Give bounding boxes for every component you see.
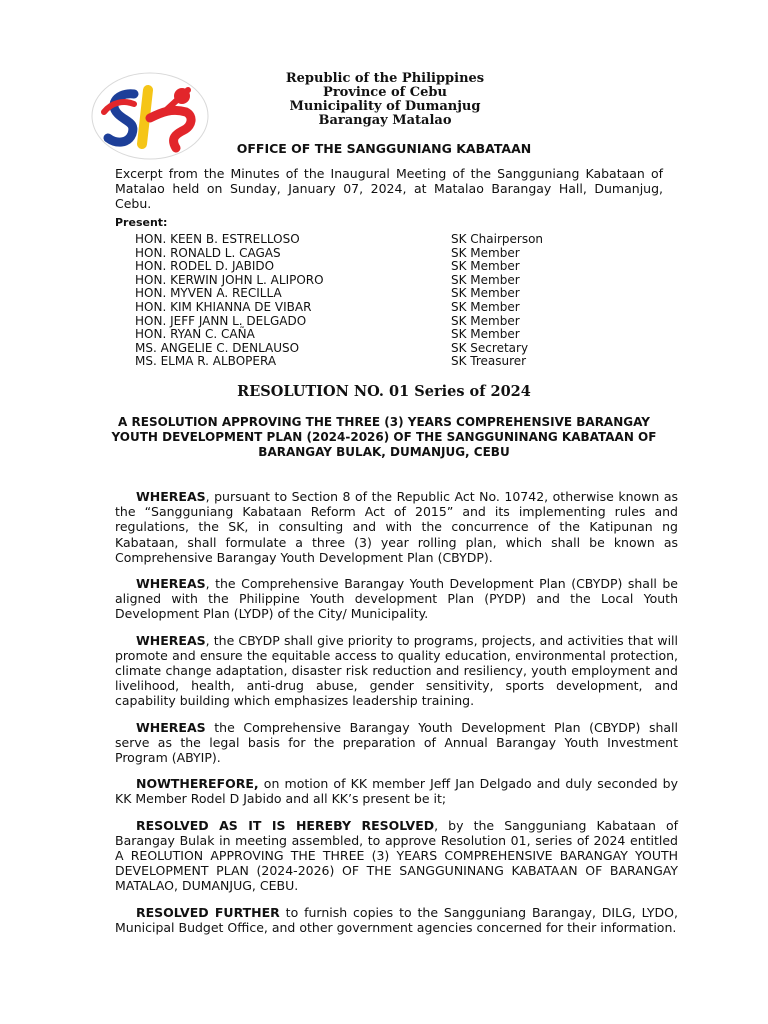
attendee-role: SK Member [451,299,520,314]
attendee-row [135,233,605,247]
paragraph-text: the Comprehensive Barangay Youth Development Plan (CBYDP) shall serve as the legal basis for the preparation of Annual Barangay Youth Investment Program (ABYIP). [115,719,678,766]
paragraph-lead: WHEREAS [136,719,206,735]
resolution-title: RESOLUTION NO. 01 Series of 2024 [237,383,531,400]
attendee-role: SK Member [451,245,520,260]
paragraph-text: , pursuant to Section 8 of the Republic Act No. 10742, otherwise known as the “Sangguniang Kabataan Reform Act of 2015” and its implementing rules and regulations, the SK, in consulting and with the concurrence of the Katipunan ng Kabataan, shall formulate a three (3) year rolling plan, which shall be known as Comprehensive Barangay Youth Development Plan (CBYDP). [115,489,678,565]
attendee-list [135,233,605,369]
paragraph-text: to furnish copies to the Sangguniang Barangay, DILG, LYDO, Municipal Budget Office, and other government agencies concerned for their information. [115,904,678,935]
attendee-name: HON. RONALD L. CAGAS [135,245,281,260]
attendee-name: HON. KEEN B. ESTRELLOSO [135,232,300,246]
attendee-row [135,342,605,356]
paragraph-lead: RESOLVED AS IT IS HEREBY RESOLVED [136,817,435,833]
paragraph-text: , the Comprehensive Barangay Youth Development Plan (CBYDP) shall be aligned with the Philippine Youth development Plan (PYDP) and the Local Youth Development Plan (LYDP) of the City/ Municipality. [115,576,678,622]
paragraph [115,576,678,622]
document-header [230,72,540,128]
attendee-role: SK Treasurer [451,354,527,369]
paragraph [115,633,678,709]
attendee-role: SK Member [451,313,520,328]
paragraph-lead: WHEREAS [136,576,206,592]
attendee-name: MS. ELMA R. ALBOPERA [135,354,277,369]
header-line-province: Province of Cebu [323,85,447,100]
paragraph-lead: NOWTHEREFORE, [136,776,259,792]
attendee-row [135,247,605,261]
attendee-role: SK Member [451,286,520,301]
paragraph-lead: RESOLVED FURTHER [136,904,280,920]
office-title: OFFICE OF THE SANGGUNIANG KABATAAN [236,141,532,156]
attendee-name: HON. MYVEN A. RECILLA [135,286,282,301]
present-label: Present: [115,216,168,229]
header-line-municipality: Municipality of Dumanjug [289,99,481,114]
attendee-role: SK Secretary [451,340,529,355]
attendee-name: HON. KERWIN JOHN L. ALIPORO [135,272,324,287]
paragraph [115,720,678,766]
attendee-name: HON. RYAN C. CAÑA [135,327,255,342]
paragraph-text: , by the Sangguniang Kabataan of Barangay Bulak in meeting assembled, to approve Resolution 01, series of 2024 entitled A REOLUTION APPROVING THE THREE (3) YEARS COMPREHENSIVE BARANGAY YOUTH DEVELOPMENT PLAN (2024-2026) OF THE SANGGUNINANG KABATAAN OF BARANGAY MATALAO, DUMANJUG, CEBU. [115,817,678,894]
paragraph-text: , the CBYDP shall give priority to programs, projects, and activities that will promote and ensure the equitable access to quality education, environmental protection, climate change adaptation, disaster risk reduction and resiliency, youth employment and livelihood, health, anti-drug abuse, gender sensitivity, sports development, and capability building which emphasizes leadership training. [115,632,678,709]
paragraph [115,489,678,565]
paragraph-lead: WHEREAS [136,489,206,504]
paragraph [115,905,678,935]
attendee-role: SK Member [451,259,520,274]
resolution-body [115,489,678,946]
attendee-row [135,260,605,274]
attendee-name: HON. JEFF JANN L. DELGADO [135,313,307,328]
attendee-role: SK Member [451,272,520,287]
header-line-barangay: Barangay Matalao [318,113,452,128]
paragraph [115,776,678,806]
attendee-row [135,328,605,342]
paragraph-lead: WHEREAS [136,632,206,648]
resolution-heading: A RESOLUTION APPROVING THE THREE (3) YEARS COMPREHENSIVE BARANGAY YOUTH DEVELOPMENT PLAN (2024-2026) OF THE SANGGUNINANG KABATAAN OF BARANGAY BULAK, DUMANJUG, CEBU [111,415,657,459]
attendee-name: MS. ANGELIE C. DENLAUSO [135,340,300,355]
excerpt-text: Excerpt from the Minutes of the Inaugural Meeting of the Sangguniang Kabataan of Matalao held on Sunday, January 07, 2024, at Matalao Barangay Hall, Dumanjug, Cebu. [115,166,663,211]
paragraph-text: on motion of KK member Jeff Jan Delgado and duly seconded by KK Member Rodel D Jabido and all KK’s present be it; [115,776,678,807]
attendee-role: SK Member [451,327,520,342]
attendee-row [135,355,605,369]
attendee-name: HON. KIM KHIANNA DE VIBAR [135,299,312,314]
header-line-country: Republic of the Philippines [285,71,485,86]
attendee-role: SK Chairperson [451,232,544,246]
attendee-row [135,301,605,315]
attendee-name: HON. RODEL D. JABIDO [135,259,275,274]
paragraph [115,818,678,894]
attendee-row [135,287,605,301]
attendee-row [135,274,605,288]
